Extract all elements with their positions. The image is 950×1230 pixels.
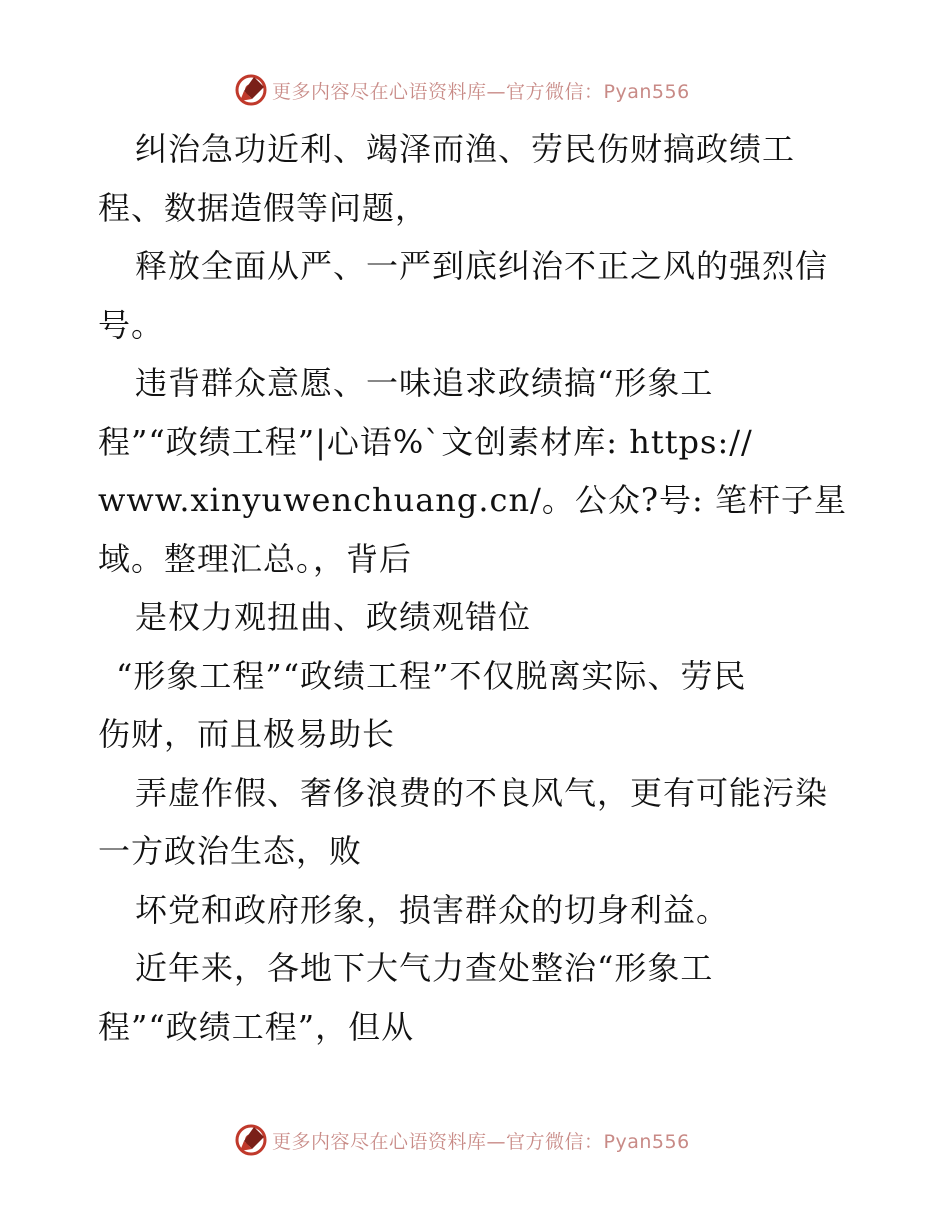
text-line: 释放全面从严、一严到底纠治不正之风的强烈信 [135,247,829,285]
header-watermark-banner [234,72,754,108]
text-line: 程”“政绩工程”|心语%`文创素材库: https:// [98,422,753,461]
text-line: 弄虚作假、奢侈浪费的不良风气，更有可能污染 [135,773,829,812]
text-line: 程、数据造假等问题， [98,188,429,227]
text-line: 一方政治生态，败 [98,832,363,870]
document-body [98,120,898,1056]
text-line: 是权力观扭曲、政绩观错位 [135,598,532,636]
text-line: 纠治急功近利、竭泽而渔、劳民伤财搞政绩工 [135,130,796,168]
header-banner-text: 更多内容尽在心语资料库—官方微信：Pyan556 [272,80,690,103]
pen-logo-icon [234,73,268,107]
text-line: “形象工程”“政绩工程”不仅脱离实际、劳民 [116,656,747,695]
text-line: www.xinyuwenchuang.cn/。公众?号: 笔杆子星 [98,481,847,519]
text-line: 坏党和政府形象，损害群众的切身利益。 [135,890,730,929]
footer-banner-text: 更多内容尽在心语资料库—官方微信：Pyan556 [272,1130,690,1153]
footer-watermark-banner [234,1122,754,1158]
text-line: 伤财，而且极易助长 [98,715,396,753]
text-line: 域。整理汇总。，背后 [98,539,413,578]
pen-logo-icon [234,1123,268,1157]
text-line: 号。 [98,305,165,344]
text-line: 程”“政绩工程”，但从 [98,1007,415,1046]
text-line: 近年来，各地下大气力查处整治“形象工 [135,949,714,987]
text-line: 违背群众意愿、一味追求政绩搞“形象工 [135,364,714,402]
